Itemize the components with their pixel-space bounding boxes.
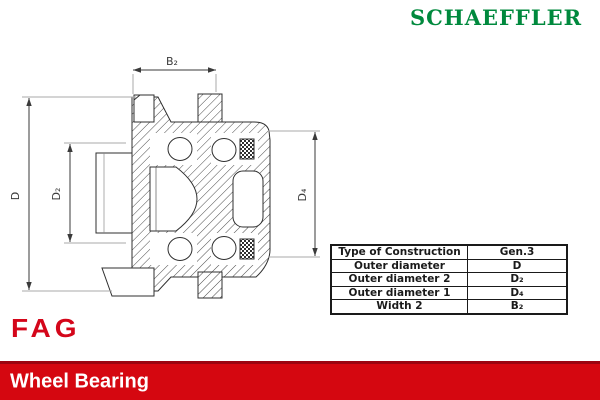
ball-lower-left: [168, 238, 192, 261]
dim-label-d: D: [9, 191, 22, 201]
stud-top-right: [198, 94, 222, 122]
spec-label: Type of Construction: [331, 245, 468, 259]
seal-lower: [240, 239, 254, 259]
ball-upper-right: [212, 139, 236, 162]
dim-label-d4: D₄: [296, 188, 309, 202]
dimension-b2: [133, 55, 216, 94]
ball-lower-right: [212, 237, 236, 260]
spec-value: B₂: [468, 300, 568, 314]
spec-label: Outer diameter 1: [331, 286, 468, 300]
table-row: [331, 245, 567, 259]
table-row: [331, 286, 567, 300]
spec-value: D₄: [468, 286, 568, 300]
spec-label: Width 2: [331, 300, 468, 314]
spec-value: D: [468, 259, 568, 273]
table-row: [331, 273, 567, 287]
fag-logo: FAG: [11, 314, 81, 343]
hub-cross-section: [96, 94, 270, 298]
table-row: [331, 259, 567, 273]
spec-value: Gen.3: [468, 245, 568, 259]
page-title: Wheel Bearing: [10, 370, 149, 393]
spec-label: Outer diameter 2: [331, 273, 468, 287]
dim-label-d2: D₂: [50, 187, 63, 201]
table-row: [331, 300, 567, 314]
hub-pilot: [96, 153, 132, 233]
spec-value: D₂: [468, 273, 568, 287]
seal-upper: [240, 139, 254, 159]
spec-table: [330, 244, 568, 315]
spec-label: Outer diameter: [331, 259, 468, 273]
dim-label-b2: B₂: [166, 55, 178, 68]
stud-top-left: [134, 95, 154, 122]
dimension-d4: [268, 131, 320, 257]
ball-upper-left: [168, 138, 192, 161]
stud-bottom-left: [102, 268, 154, 296]
stud-bottom-right: [198, 272, 222, 298]
schaeffler-logo: SCHAEFFLER: [410, 5, 583, 30]
outer-ring-cavity: [233, 171, 263, 227]
footer-bar: [0, 361, 600, 400]
